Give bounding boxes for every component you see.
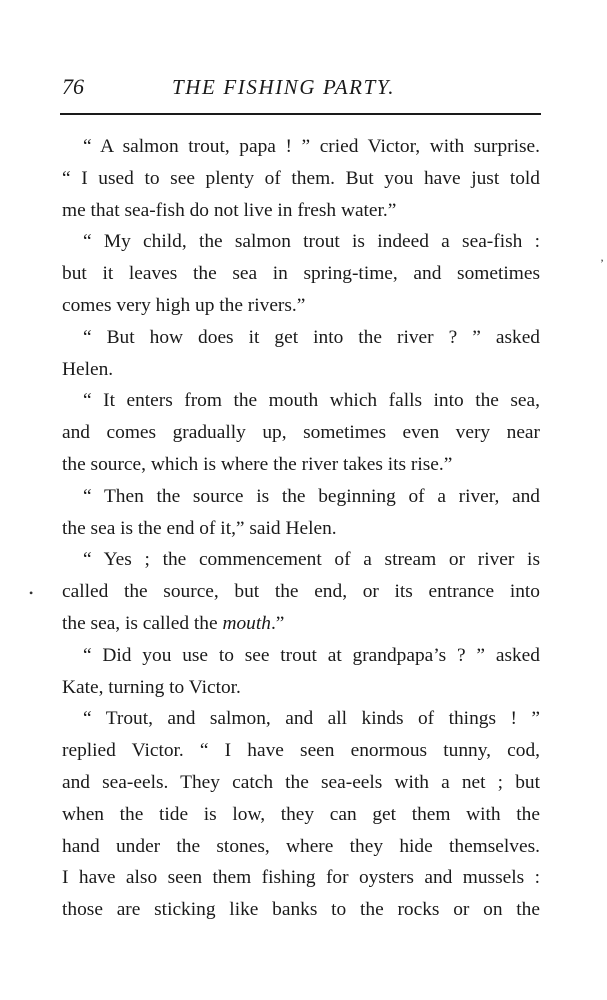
text-line: “ Did you use to see trout at grandpapa’s ? ” asked bbox=[83, 644, 540, 666]
text-line: “ Trout, and salmon, and all kinds of things ! ” bbox=[83, 708, 540, 730]
margin-dot: • bbox=[29, 586, 34, 600]
text-line: and sea-eels. They catch the sea-eels with a net ; but bbox=[62, 771, 540, 793]
text-line: comes very high up the rivers.” bbox=[62, 294, 306, 316]
header-rule bbox=[60, 113, 541, 115]
page-header bbox=[62, 74, 540, 104]
text-line: when the tide is low, they can get them with the bbox=[62, 803, 540, 825]
text-line: and comes gradually up, sometimes even very near bbox=[62, 422, 540, 444]
text-line: “ But how does it get into the river ? ” asked bbox=[83, 326, 540, 348]
page-number: 76 bbox=[62, 74, 84, 99]
text-line: but it leaves the sea in spring-time, and sometimes bbox=[62, 263, 540, 285]
running-title: THE FISHING PARTY. bbox=[172, 75, 396, 99]
text-line: “ It enters from the mouth which falls into the sea, bbox=[83, 390, 540, 412]
text-line: “ I used to see plenty of them. But you have just told bbox=[62, 167, 540, 189]
text-line: the sea, is called the mouth.” bbox=[62, 612, 285, 634]
text-line: “ My child, the salmon trout is indeed a sea-fish : bbox=[83, 231, 540, 253]
body-text bbox=[62, 131, 540, 926]
text-line: I have also seen them fishing for oysters and mussels : bbox=[62, 867, 540, 889]
text-line: Helen. bbox=[62, 358, 114, 380]
text-line: Kate, turning to Victor. bbox=[62, 676, 241, 698]
text-line: me that sea-fish do not live in fresh water.” bbox=[62, 199, 397, 221]
text-line: “ Then the source is the beginning of a river, and bbox=[83, 485, 540, 507]
text-line: the source, which is where the river takes its rise.” bbox=[62, 453, 453, 475]
text-line: “ Yes ; the commencement of a stream or river is bbox=[83, 549, 540, 571]
text-line: those are sticking like banks to the rocks or on the bbox=[62, 899, 540, 921]
text-line: “ A salmon trout, papa ! ” cried Victor, with surprise. bbox=[83, 136, 540, 157]
text-line: the sea is the end of it,” said Helen. bbox=[62, 517, 337, 539]
text-line: hand under the stones, where they hide themselves. bbox=[62, 835, 540, 857]
text-line: called the source, but the end, or its entrance into bbox=[62, 581, 540, 603]
text-line: replied Victor. “ I have seen enormous tunny, cod, bbox=[62, 740, 540, 762]
margin-tick: ’ bbox=[600, 256, 604, 270]
